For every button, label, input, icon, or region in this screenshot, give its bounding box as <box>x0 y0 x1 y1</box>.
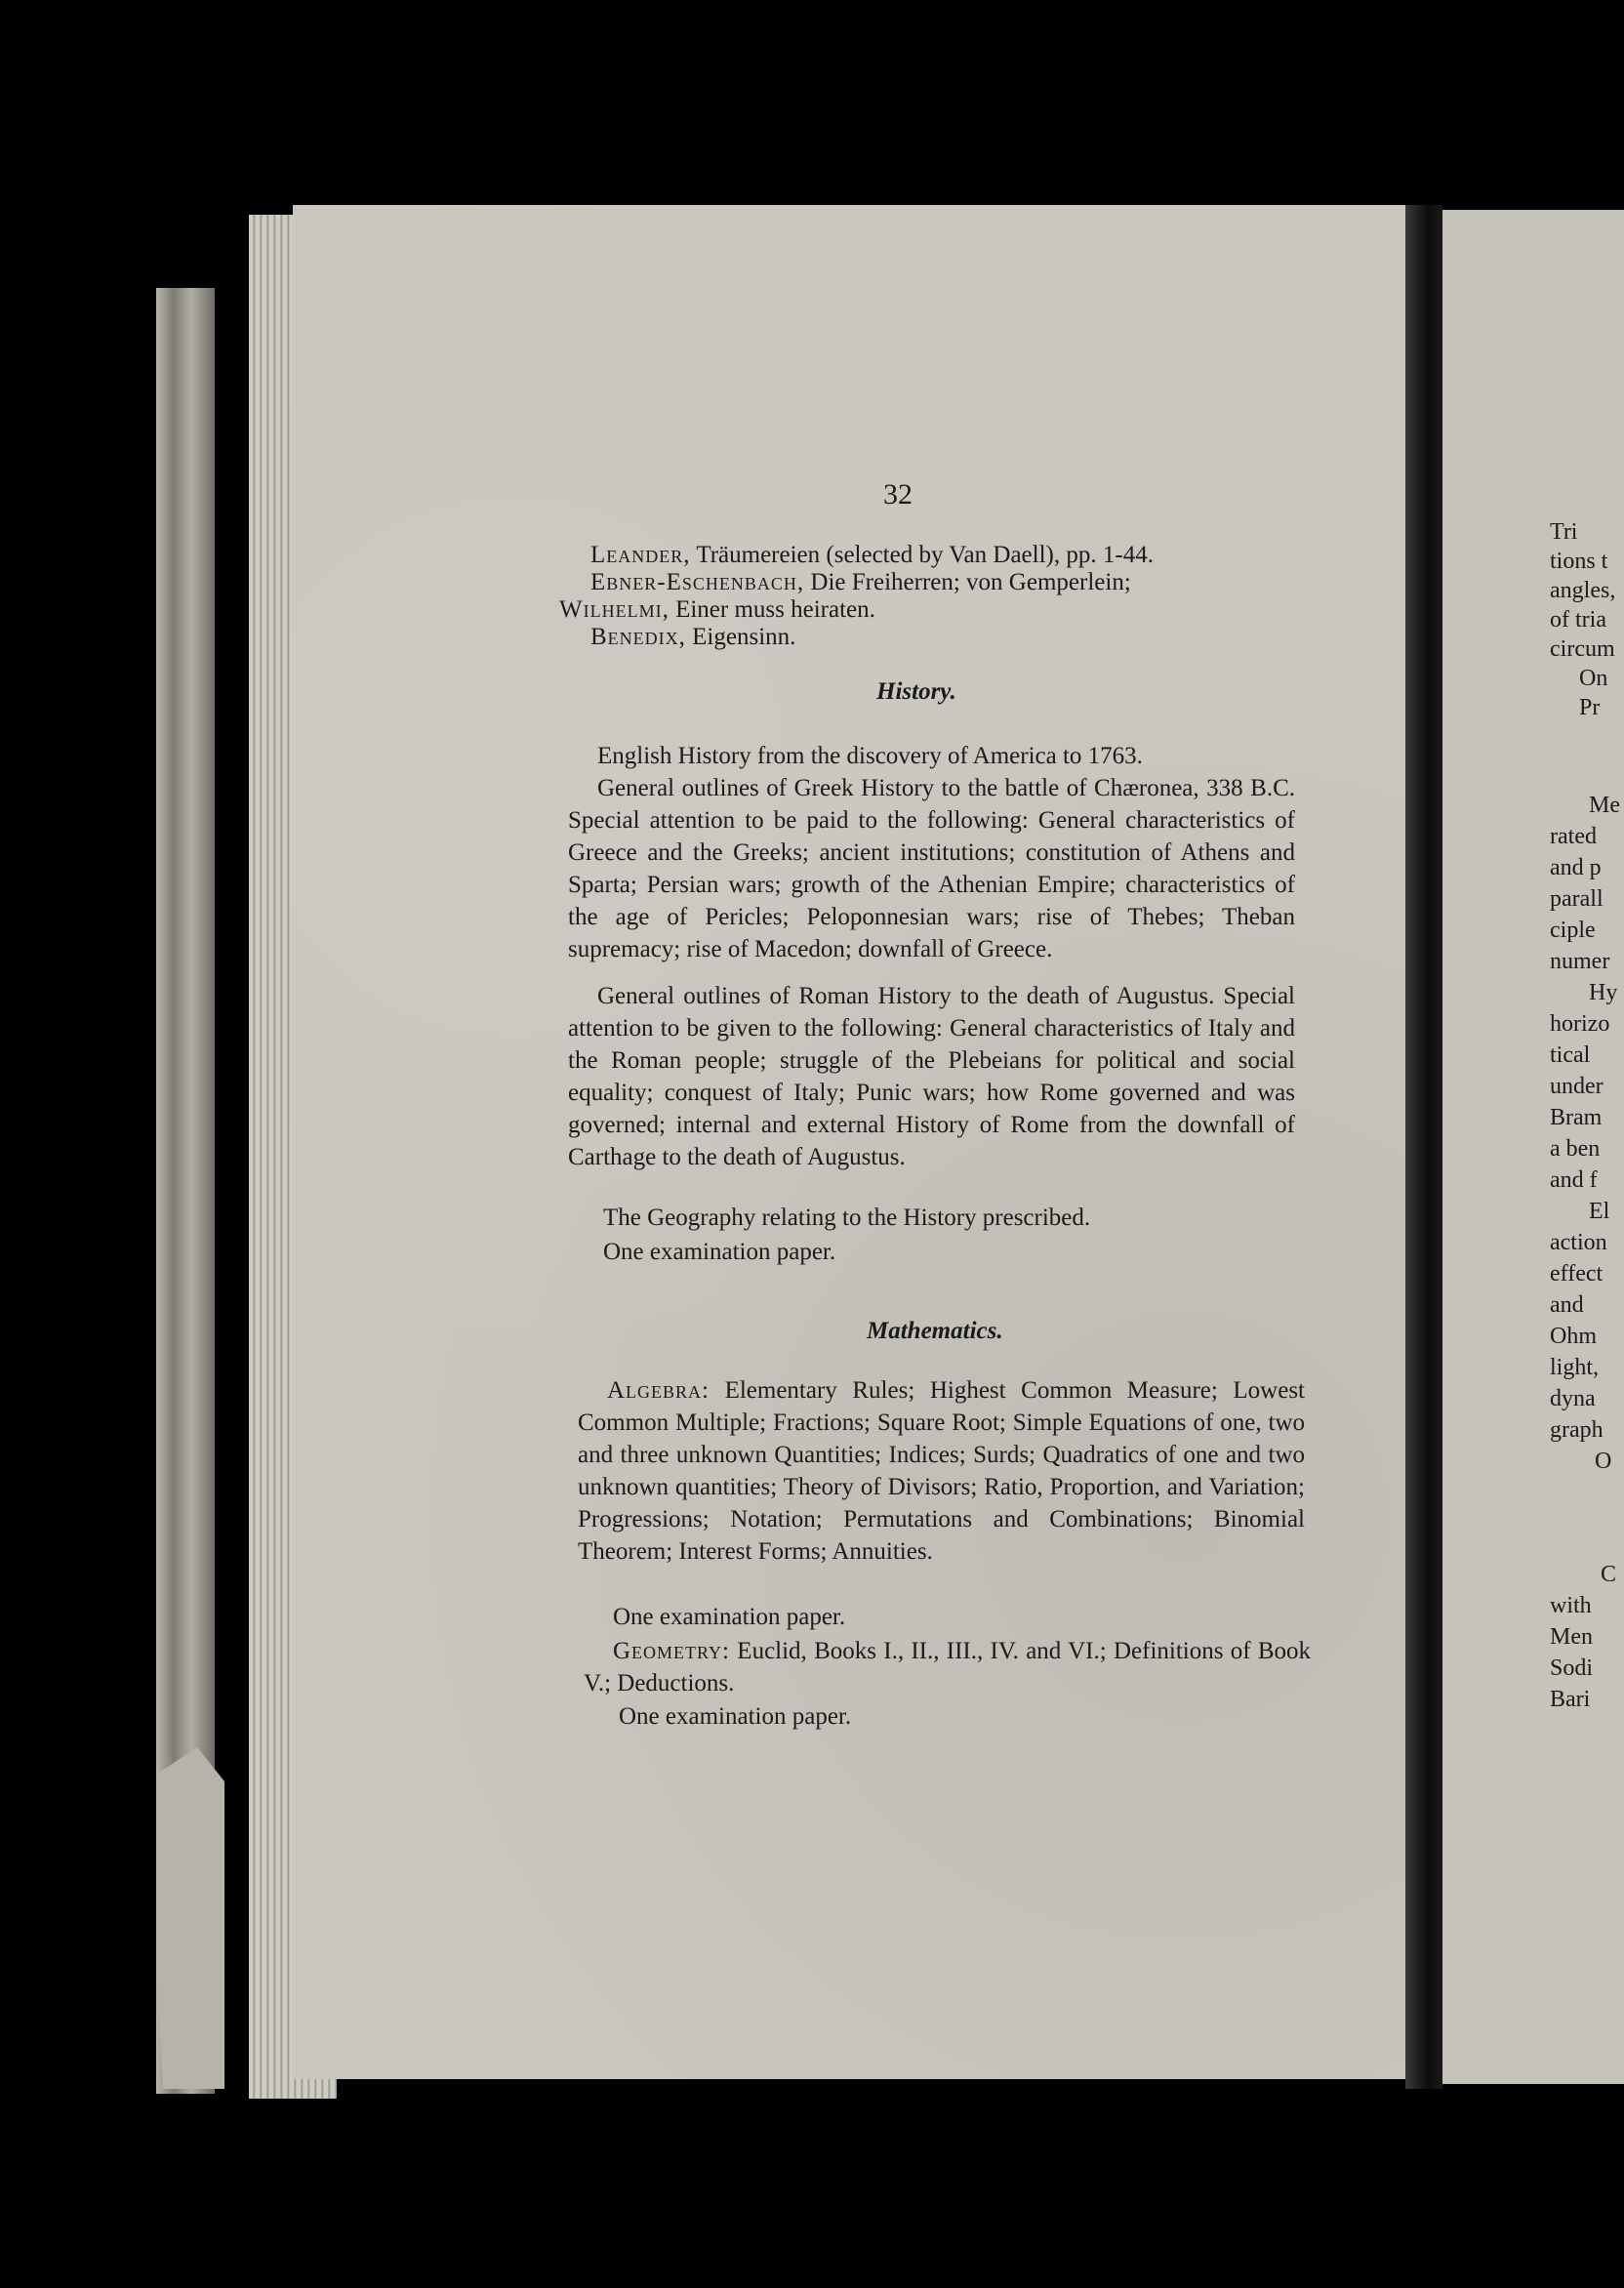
right-fragment: of tria <box>1550 607 1606 633</box>
book-gutter <box>1405 205 1442 2089</box>
algebra-paragraph <box>578 1374 1305 1568</box>
history-para-english: English History from the discovery of America to 1763. <box>597 743 1143 769</box>
right-fragment: Sodi <box>1550 1655 1594 1681</box>
right-fragment: On <box>1579 666 1608 691</box>
right-fragment: rated <box>1550 824 1597 849</box>
right-fragment: Ohm <box>1550 1324 1597 1349</box>
right-fragment: and f <box>1550 1167 1598 1193</box>
right-fragment: effect <box>1550 1261 1604 1287</box>
right-fragment: light, <box>1550 1355 1600 1380</box>
right-fragment: ciple <box>1550 918 1596 943</box>
right-fragment: horizo <box>1550 1011 1610 1037</box>
page-number: 32 <box>883 478 913 511</box>
history-para-roman: General outlines of Roman History to the death of Augustus. Special attention to be given to the following: General characteristics of Italy and the Roman people; struggle of the Plebeians for political and social equality; conquest of Italy; Punic wars; how Rome governed and was governed; internal and external History of Rome from the downfall of Carthage to the death of Augustus. <box>568 983 1295 1170</box>
history-heading: History. <box>876 678 956 705</box>
reading-wilhelmi: Wilhelmi, Einer muss heiraten. <box>559 596 875 623</box>
right-fragment: angles, <box>1550 578 1616 603</box>
geometry-exam-note: One examination paper. <box>619 1703 852 1730</box>
right-fragment: and p <box>1550 855 1602 880</box>
geometry-label: Geometry: <box>613 1638 731 1664</box>
right-fragment: C <box>1601 1562 1617 1587</box>
history-para-geography: The Geography relating to the History prescribed. <box>603 1205 1091 1231</box>
right-fragment: and <box>1550 1292 1584 1318</box>
history-para-greek: General outlines of Greek History to the battle of Chæronea, 338 B.C. Special attention to be paid to the following: General characteristics of Greece and the Greeks; ancient institutions; constitution of Athens and Sparta; Persian wars; growth of the Athenian Empire; characteristics of the age of Pericles; Peloponnesian wars; rise of Thebes; Theban supremacy; rise of Macedon; downfall of Greece. <box>568 775 1295 962</box>
right-fragment: action <box>1550 1230 1607 1255</box>
right-fragment: O <box>1595 1449 1612 1474</box>
algebra-label: Algebra: <box>607 1377 710 1404</box>
right-fragment: graph <box>1550 1417 1604 1443</box>
right-fragment: under <box>1550 1074 1604 1099</box>
algebra-exam-note: One examination paper. <box>613 1604 846 1630</box>
right-fragment: Tri <box>1550 519 1578 545</box>
reading-benedix: Benedix, Eigensinn. <box>590 624 796 650</box>
right-fragment: dyna <box>1550 1386 1596 1411</box>
right-fragment: Bram <box>1550 1105 1603 1130</box>
right-fragment: Hy <box>1589 980 1618 1005</box>
right-fragment: Me <box>1589 793 1620 818</box>
history-exam-note: One examination paper. <box>603 1239 836 1265</box>
right-fragment: numer <box>1550 949 1610 974</box>
torn-page-corner <box>156 1747 224 2089</box>
algebra-topics: Elementary Rules; Highest Common Measure; Lowest Common Multiple; Fractions; Square Root; Simple Equations of one, two and three unknown Quantities; Indices; Surds; Quadratics of one and two unknown quantities; Theory of Divisors; Ratio, Proportion, and Variation; Progressions; Notation; Permutations and Combinations; Binomial Theorem; Interest Forms; Annuities. <box>578 1377 1305 1565</box>
right-fragment: Pr <box>1579 695 1601 720</box>
geometry-paragraph <box>584 1635 1311 1699</box>
right-fragment: Bari <box>1550 1687 1591 1712</box>
right-fragment: a ben <box>1550 1136 1601 1162</box>
right-fragment: tions t <box>1550 549 1608 574</box>
right-fragment: tical <box>1550 1042 1591 1068</box>
right-fragment: parall <box>1550 886 1604 912</box>
right-fragment: with <box>1550 1593 1592 1618</box>
right-fragment: circum <box>1550 636 1615 662</box>
geometry-topics: Euclid, Books I., II., III., IV. and VI.; Definitions of Book V.; Deductions. <box>584 1638 1312 1696</box>
right-fragment: El <box>1589 1199 1610 1224</box>
reading-ebner: Ebner-Eschenbach, Die Freiherren; von Gemperlein; <box>590 569 1131 595</box>
reading-leander: Leander, Träumereien (selected by Van Daell), pp. 1-44. <box>590 542 1154 568</box>
mathematics-heading: Mathematics. <box>867 1318 1003 1344</box>
right-fragment: Men <box>1550 1624 1593 1650</box>
